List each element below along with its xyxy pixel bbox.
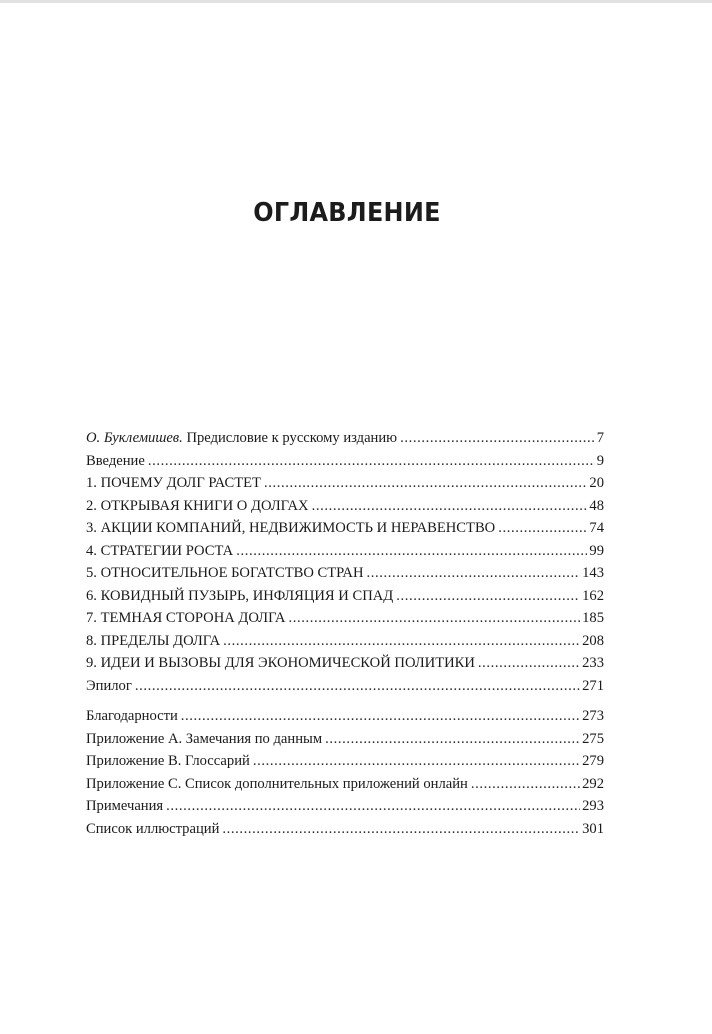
toc-entry-chapter-8[interactable] <box>86 630 604 653</box>
toc-entry-label: Приложение B. Глоссарий <box>86 753 250 769</box>
toc-entry-page: 20 <box>589 475 604 491</box>
toc-entry-illustrations[interactable] <box>86 818 604 841</box>
toc-entry-chapter-7[interactable] <box>86 607 604 630</box>
toc-entry-chapter-9[interactable] <box>86 652 604 675</box>
toc-entry-page: 279 <box>582 753 604 769</box>
toc-entry-page: 275 <box>582 730 604 747</box>
toc-entry-epilogue[interactable] <box>86 675 604 698</box>
toc-entry-page: 233 <box>582 655 604 671</box>
toc-entry-page: 208 <box>582 632 604 649</box>
toc-entry-page: 271 <box>582 677 604 694</box>
toc-entry-chapter-6[interactable] <box>86 585 604 608</box>
toc-entry-page: 273 <box>582 708 604 724</box>
dot-leader <box>325 728 580 751</box>
dot-leader <box>498 517 587 540</box>
toc-entry-label: 4. СТРАТЕГИИ РОСТА <box>86 542 234 559</box>
toc-entry-page: 293 <box>582 798 604 814</box>
toc-entry-label: Примечания <box>86 798 164 814</box>
dot-leader <box>135 675 580 698</box>
toc-entry-page: 143 <box>582 565 604 581</box>
toc-entry-label: Благодарности <box>86 708 178 724</box>
table-of-contents <box>86 427 604 840</box>
toc-entry-page: 74 <box>589 520 604 536</box>
toc-entry-page: 301 <box>582 820 604 837</box>
toc-entry-label: 7. ТЕМНАЯ СТОРОНА ДОЛГА <box>86 610 286 626</box>
toc-entry-author: О. Буклемишев. <box>86 430 183 446</box>
toc-entry-acknowledgements[interactable] <box>86 705 604 728</box>
toc-entry-page: 292 <box>582 775 604 792</box>
toc-entry-introduction[interactable] <box>86 450 604 473</box>
dot-leader <box>478 652 580 675</box>
toc-entry-label: 2. ОТКРЫВАЯ КНИГИ О ДОЛГАХ <box>86 497 309 514</box>
toc-entry-page: 185 <box>582 610 604 626</box>
dot-leader <box>312 495 588 518</box>
dot-leader <box>236 540 587 563</box>
toc-entry-label: Эпилог <box>86 677 132 694</box>
dot-leader <box>367 562 581 585</box>
toc-entry-preface[interactable] <box>86 427 604 450</box>
toc-entry-page: 7 <box>596 430 604 446</box>
dot-leader <box>264 472 587 495</box>
toc-entry-label: 5. ОТНОСИТЕЛЬНОЕ БОГАТСТВО СТРАН <box>86 565 364 581</box>
top-border <box>0 0 712 3</box>
dot-leader <box>288 607 580 630</box>
dot-leader <box>253 750 580 773</box>
toc-entry-label: Список иллюстраций <box>86 820 220 837</box>
toc-entry-chapter-2[interactable] <box>86 495 604 518</box>
toc-entry-page: 99 <box>589 542 604 559</box>
toc-entry-page: 48 <box>589 497 604 514</box>
dot-leader <box>396 585 580 608</box>
dot-leader <box>471 773 580 796</box>
dot-leader <box>223 630 580 653</box>
toc-entry-appendix-a[interactable] <box>86 728 604 751</box>
toc-entry-notes[interactable] <box>86 795 604 818</box>
page-title: ОГЛАВЛЕНИЕ <box>253 198 441 228</box>
dot-leader <box>400 427 595 450</box>
toc-entry-page: 162 <box>582 587 604 604</box>
toc-entry-label: 9. ИДЕИ И ВЫЗОВЫ ДЛЯ ЭКОНОМИЧЕСКОЙ ПОЛИТИКИ <box>86 655 475 671</box>
dot-leader <box>166 795 580 818</box>
dot-leader <box>222 818 580 841</box>
toc-entry-label: Приложение C. Список дополнительных приложений онлайн <box>86 775 468 792</box>
toc-entry-appendix-b[interactable] <box>86 750 604 773</box>
toc-entry-page: 9 <box>596 452 604 469</box>
toc-entry-chapter-5[interactable] <box>86 562 604 585</box>
toc-entry-appendix-c[interactable] <box>86 773 604 796</box>
toc-entry-chapter-1[interactable] <box>86 472 604 495</box>
toc-entry-label: 1. ПОЧЕМУ ДОЛГ РАСТЕТ <box>86 475 261 491</box>
toc-entry-label: О. Буклемишев. Предисловие к русскому изданию <box>86 430 398 446</box>
dot-leader <box>181 705 580 728</box>
toc-entry-label: 6. КОВИДНЫЙ ПУЗЫРЬ, ИНФЛЯЦИЯ И СПАД <box>86 587 394 604</box>
dot-leader <box>148 450 595 473</box>
toc-entry-chapter-4[interactable] <box>86 540 604 563</box>
toc-entry-chapter-3[interactable] <box>86 517 604 540</box>
toc-entry-label: 8. ПРЕДЕЛЫ ДОЛГА <box>86 632 221 649</box>
toc-entry-label: Введение <box>86 452 145 469</box>
toc-entry-label: 3. АКЦИИ КОМПАНИЙ, НЕДВИЖИМОСТЬ И НЕРАВЕНСТВО <box>86 520 496 536</box>
toc-entry-label: Приложение A. Замечания по данным <box>86 730 323 747</box>
